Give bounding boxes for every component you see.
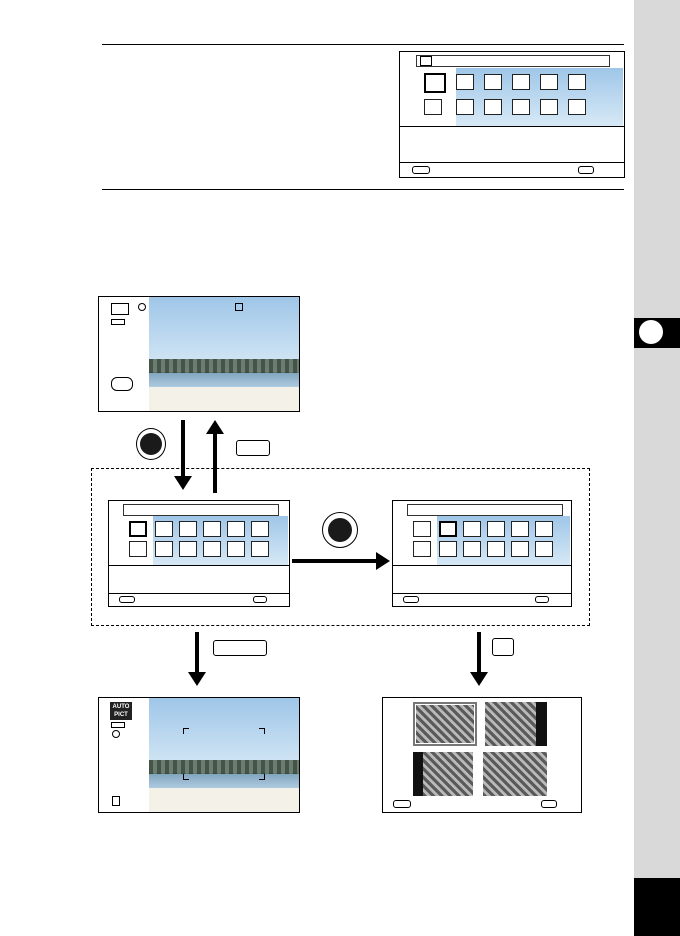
ok-button-icon [578, 166, 594, 174]
card-icon [235, 303, 243, 311]
play-icon[interactable] [413, 521, 431, 537]
battery-icon [111, 319, 125, 325]
palette-title-bar [416, 55, 610, 67]
menu-icon [403, 596, 419, 603]
card-icon [112, 796, 120, 806]
crop-icon[interactable] [535, 521, 553, 537]
page-number-tab [634, 878, 680, 936]
menu-icon [412, 166, 430, 174]
ok-button-icon [253, 596, 267, 603]
image-thumbnail[interactable] [423, 752, 473, 796]
copy-icon[interactable] [413, 541, 431, 557]
palette-title-bar [123, 504, 279, 516]
resize-icon[interactable] [512, 74, 530, 90]
movie-edit-icon[interactable] [512, 99, 530, 115]
rotate-selection-screen [382, 697, 582, 813]
playback-screen [98, 296, 300, 412]
play-icon [420, 56, 432, 66]
digital-filter-icon[interactable] [179, 521, 197, 537]
arrow-right-icon [292, 559, 376, 563]
chapter-sidebar [634, 0, 680, 936]
ok-button-icon [541, 800, 557, 808]
play-icon[interactable] [129, 521, 147, 537]
crop-icon[interactable] [251, 521, 269, 537]
resize-icon[interactable] [487, 521, 505, 537]
arrow-down-icon [195, 632, 199, 674]
frame-icon[interactable] [463, 541, 481, 557]
focus-frame [259, 728, 265, 734]
image-thumbnail[interactable] [483, 752, 547, 796]
focus-frame [259, 774, 265, 780]
slideshow-icon[interactable] [227, 521, 245, 537]
face-detect-icon [112, 730, 120, 738]
palette-screen-left [108, 500, 290, 607]
copy-icon[interactable] [129, 541, 147, 557]
image-thumbnail[interactable] [416, 705, 474, 743]
menu-icon [119, 596, 135, 603]
four-way-controller-icon [322, 512, 358, 548]
battery-icon [111, 722, 125, 728]
ok-button-icon [136, 428, 166, 460]
rotate-icon[interactable] [456, 74, 474, 90]
playback-palette-screen [399, 51, 625, 178]
chapter-number-circle [639, 320, 663, 344]
face-detect-icon [138, 303, 146, 311]
table-bottom-rule [102, 189, 624, 190]
digital-filter-icon[interactable] [484, 74, 502, 90]
auto-picture-mode-badge [110, 702, 132, 720]
digital-filter-icon[interactable] [463, 521, 481, 537]
copy-icon[interactable] [424, 99, 442, 115]
focus-frame [183, 728, 189, 734]
four-way-controller-icon [111, 377, 133, 391]
slideshow-icon[interactable] [511, 521, 529, 537]
mode-badge-line-1: AUTO [112, 704, 130, 710]
resize-icon[interactable] [203, 521, 221, 537]
frame-icon[interactable] [179, 541, 197, 557]
play-icon [111, 303, 129, 315]
ok-button-icon [492, 638, 514, 656]
red-eye-icon[interactable] [439, 541, 457, 557]
shutter-release-icon [213, 640, 267, 656]
image-recovery-icon[interactable] [511, 541, 529, 557]
focus-frame [183, 774, 189, 780]
capture-screen [98, 697, 300, 813]
image-recovery-icon[interactable] [227, 541, 245, 557]
menu-icon [393, 800, 411, 808]
palette-screen-right [392, 500, 572, 607]
crop-icon[interactable] [568, 74, 586, 90]
protect-icon[interactable] [251, 541, 269, 557]
image-recovery-icon[interactable] [540, 99, 558, 115]
protect-icon[interactable] [535, 541, 553, 557]
ok-button-icon [535, 596, 549, 603]
table-top-rule [102, 44, 624, 45]
palette-title-bar [407, 504, 563, 516]
frame-icon[interactable] [484, 99, 502, 115]
rotate-icon[interactable] [439, 521, 457, 537]
play-icon[interactable] [424, 73, 446, 93]
movie-edit-icon[interactable] [203, 541, 221, 557]
movie-edit-icon[interactable] [487, 541, 505, 557]
arrow-down-icon [477, 632, 481, 674]
slideshow-icon[interactable] [540, 74, 558, 90]
red-eye-icon[interactable] [155, 541, 173, 557]
rotate-icon[interactable] [155, 521, 173, 537]
mode-badge-line-2: PICT [114, 712, 128, 718]
red-eye-icon[interactable] [456, 99, 474, 115]
protect-icon[interactable] [568, 99, 586, 115]
menu-icon [236, 440, 270, 456]
